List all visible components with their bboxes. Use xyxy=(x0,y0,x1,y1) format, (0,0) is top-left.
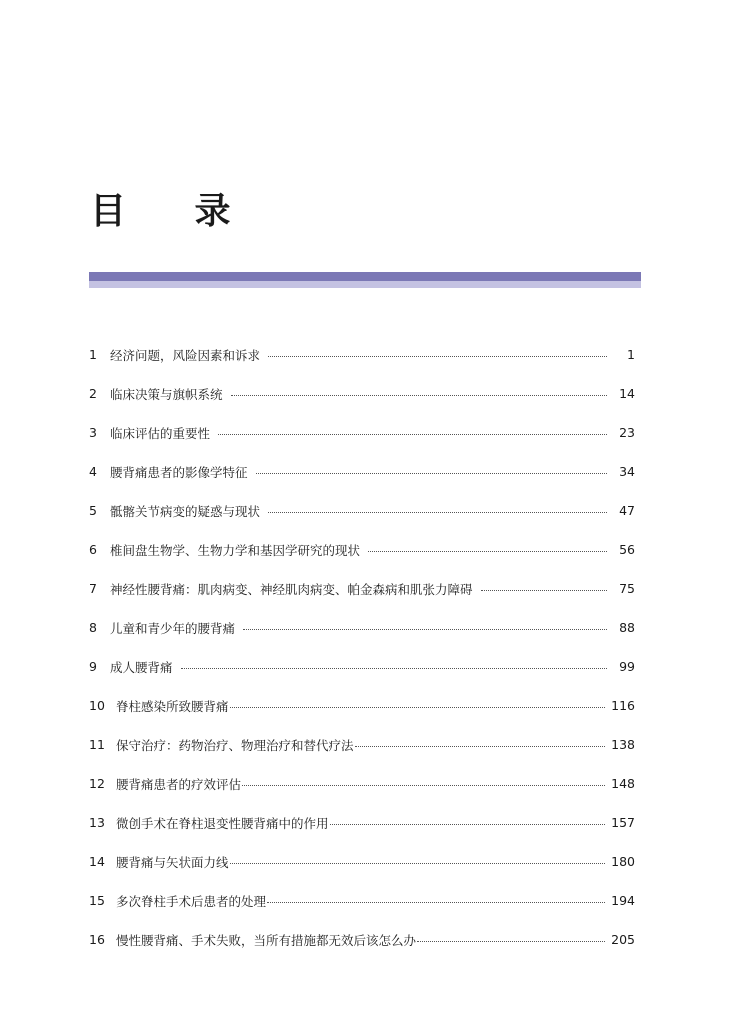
toc-entry[interactable] xyxy=(89,335,635,374)
toc-entry-page: 14 xyxy=(619,386,635,401)
toc-entry-number: 3 xyxy=(89,425,97,440)
toc-leader-dots xyxy=(368,551,607,552)
toc-entry-page: 1 xyxy=(627,347,635,362)
page-title: 目 录 xyxy=(90,191,259,233)
toc-entry[interactable] xyxy=(89,920,635,959)
toc-entry-title: 经济问题，风险因素和诉求 xyxy=(110,347,261,363)
toc-entry[interactable] xyxy=(89,881,635,920)
toc-entry-number: 14 xyxy=(89,854,105,869)
toc-entry-title: 腰背痛与矢状面力线 xyxy=(116,854,229,870)
toc-entry-title: 腰背痛患者的疗效评估 xyxy=(116,776,242,792)
toc-entry-page: 23 xyxy=(619,425,635,440)
toc-leader-dots xyxy=(481,590,607,591)
toc-entry-number: 12 xyxy=(89,776,105,791)
toc-entry-page: 75 xyxy=(619,581,635,596)
toc-entry[interactable] xyxy=(89,803,635,842)
toc-entry-title: 微创手术在脊柱退变性腰背痛中的作用 xyxy=(116,815,329,831)
toc-entry[interactable] xyxy=(89,842,635,881)
toc-entry-number: 5 xyxy=(89,503,97,518)
toc-leader-dots xyxy=(242,785,605,786)
toc-entry-title: 慢性腰背痛、手术失败，当所有措施都无效后该怎么办 xyxy=(116,932,417,948)
toc-entry-page: 99 xyxy=(619,659,635,674)
table-of-contents xyxy=(89,335,635,959)
toc-entry-number: 10 xyxy=(89,698,105,713)
toc-entry-title: 神经性腰背痛：肌肉病变、神经肌肉病变、帕金森病和肌张力障碍 xyxy=(110,581,473,597)
toc-entry-page: 47 xyxy=(619,503,635,518)
toc-entry-number: 11 xyxy=(89,737,105,752)
toc-leader-dots xyxy=(355,746,606,747)
toc-leader-dots xyxy=(330,824,606,825)
toc-entry[interactable] xyxy=(89,374,635,413)
toc-entry[interactable] xyxy=(89,491,635,530)
toc-leader-dots xyxy=(268,512,607,513)
toc-entry-number: 4 xyxy=(89,464,97,479)
toc-entry-page: 157 xyxy=(611,815,635,830)
toc-entry-title: 临床决策与旗帜系统 xyxy=(110,386,223,402)
toc-entry[interactable] xyxy=(89,608,635,647)
toc-entry[interactable] xyxy=(89,764,635,803)
toc-entry-page: 205 xyxy=(611,932,635,947)
toc-leader-dots xyxy=(243,629,607,630)
toc-entry[interactable] xyxy=(89,686,635,725)
toc-entry-title: 脊柱感染所致腰背痛 xyxy=(116,698,229,714)
toc-entry[interactable] xyxy=(89,725,635,764)
toc-entry-page: 56 xyxy=(619,542,635,557)
toc-entry-page: 138 xyxy=(611,737,635,752)
header-band-light xyxy=(89,281,641,288)
toc-entry[interactable] xyxy=(89,569,635,608)
header-band-dark xyxy=(89,272,641,281)
toc-entry-page: 88 xyxy=(619,620,635,635)
toc-entry-number: 9 xyxy=(89,659,97,674)
toc-entry-title: 儿童和青少年的腰背痛 xyxy=(110,620,236,636)
toc-entry[interactable] xyxy=(89,647,635,686)
toc-leader-dots xyxy=(230,863,606,864)
toc-entry-number: 15 xyxy=(89,893,105,908)
toc-entry-page: 180 xyxy=(611,854,635,869)
toc-entry-page: 194 xyxy=(611,893,635,908)
toc-entry[interactable] xyxy=(89,530,635,569)
toc-leader-dots xyxy=(181,668,607,669)
toc-entry-title: 骶髂关节病变的疑惑与现状 xyxy=(110,503,261,519)
toc-entry-number: 8 xyxy=(89,620,97,635)
toc-entry-page: 148 xyxy=(611,776,635,791)
toc-entry-number: 2 xyxy=(89,386,97,401)
toc-leader-dots xyxy=(268,356,607,357)
toc-entry-number: 1 xyxy=(89,347,97,362)
toc-leader-dots xyxy=(267,902,605,903)
toc-entry-page: 34 xyxy=(619,464,635,479)
toc-entry-title: 临床评估的重要性 xyxy=(110,425,211,441)
toc-leader-dots xyxy=(256,473,607,474)
toc-entry-title: 保守治疗：药物治疗、物理治疗和替代疗法 xyxy=(116,737,354,753)
toc-entry-title: 成人腰背痛 xyxy=(110,659,173,675)
toc-entry-number: 7 xyxy=(89,581,97,596)
toc-entry[interactable] xyxy=(89,452,635,491)
toc-entry-number: 16 xyxy=(89,932,105,947)
toc-entry-title: 多次脊柱手术后患者的处理 xyxy=(116,893,267,909)
toc-leader-dots xyxy=(417,941,605,942)
toc-entry-number: 6 xyxy=(89,542,97,557)
toc-leader-dots xyxy=(218,434,607,435)
toc-entry-title: 腰背痛患者的影像学特征 xyxy=(110,464,248,480)
toc-leader-dots xyxy=(231,395,607,396)
toc-entry[interactable] xyxy=(89,413,635,452)
toc-entry-title: 椎间盘生物学、生物力学和基因学研究的现状 xyxy=(110,542,361,558)
toc-leader-dots xyxy=(230,707,606,708)
toc-entry-number: 13 xyxy=(89,815,105,830)
toc-entry-page: 116 xyxy=(611,698,635,713)
